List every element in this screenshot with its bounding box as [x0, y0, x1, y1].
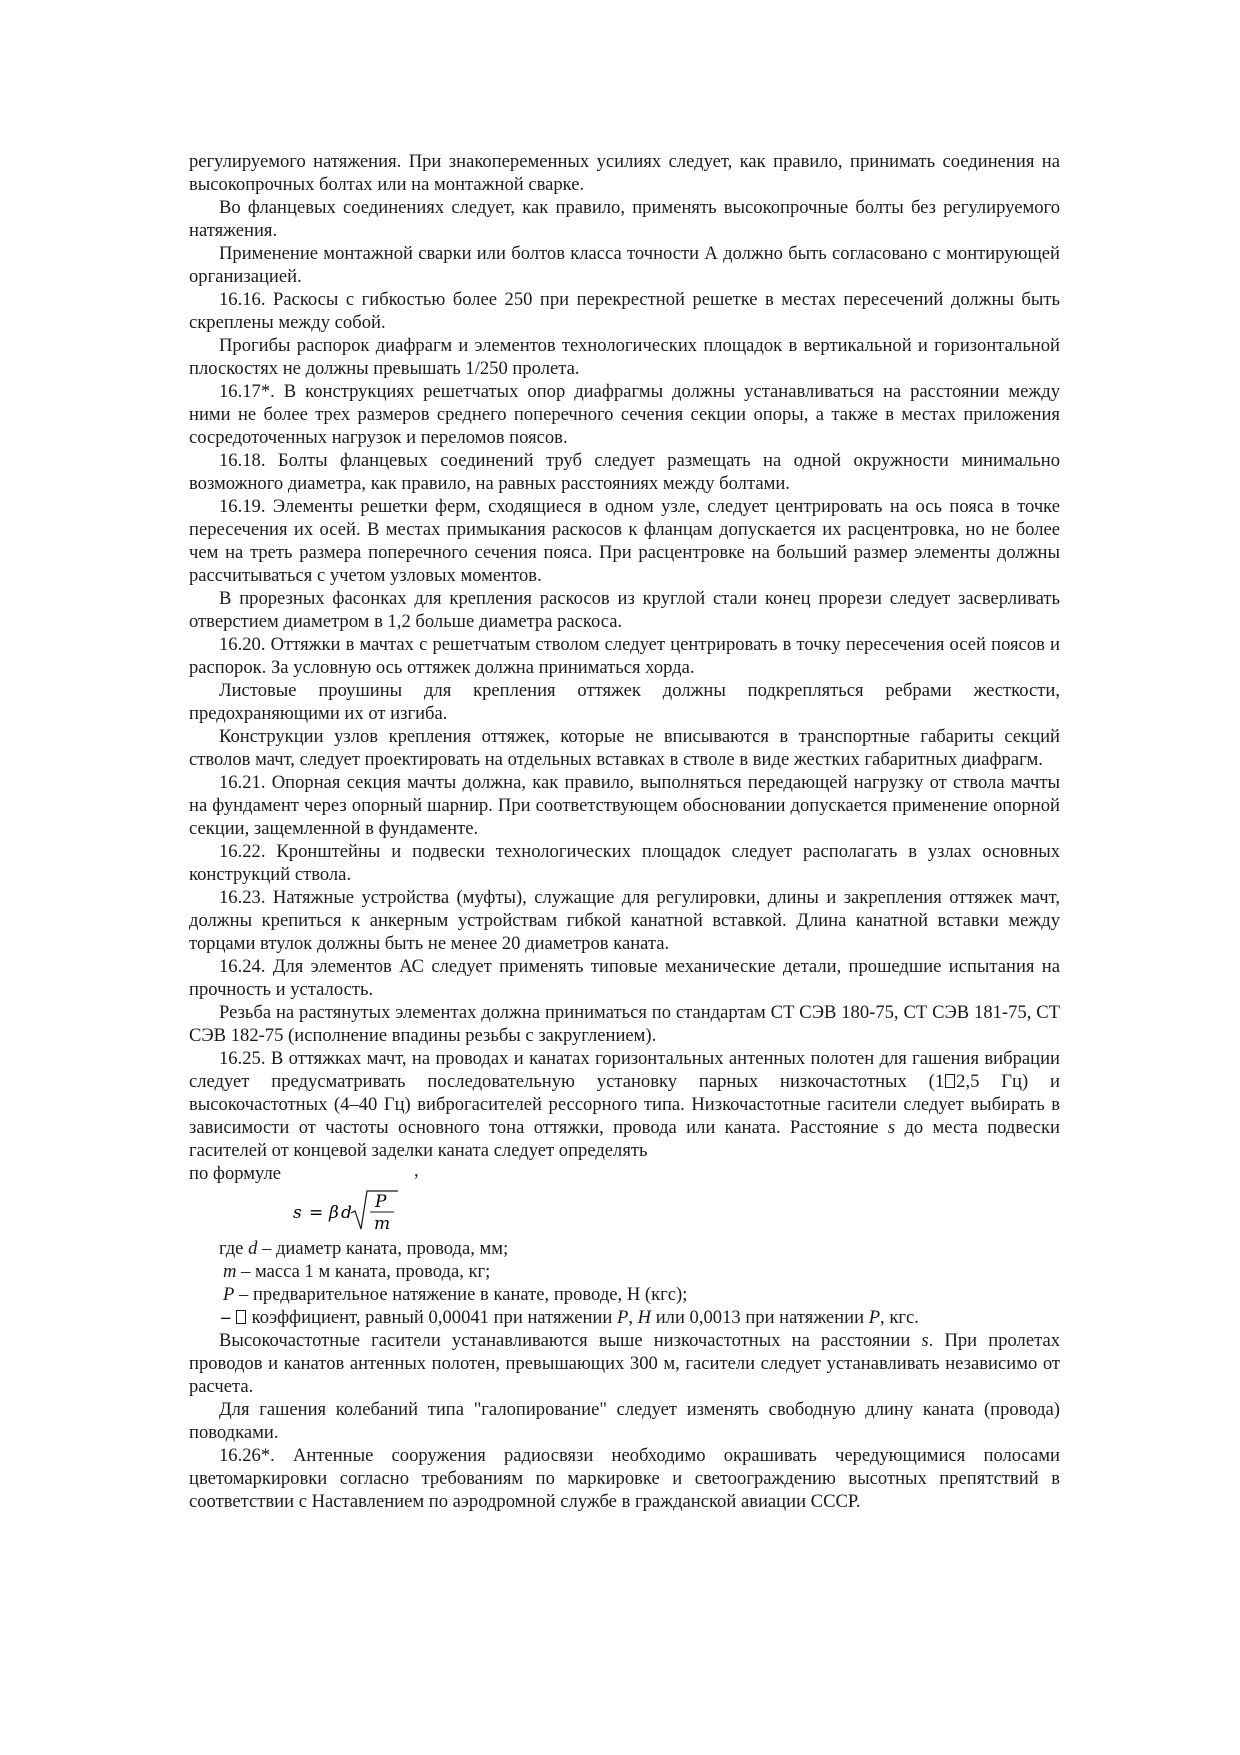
- definition-d: [189, 1237, 1060, 1260]
- paragraph-text: 2,5 Гц) и высокочастотных (4–40 Гц) виброгасителей рессорного типа. Низкочастотные гасители следует выбирать в зависимости от частоты основного тона оттяжки, провода или каната. Расстояние: [189, 1071, 1060, 1138]
- definition-text: – диаметр каната, провода, мм;: [257, 1238, 509, 1259]
- definition-text: – предварительное натяжение в канате, проводе, Н (кгс);: [234, 1284, 688, 1305]
- paragraph: Для гашения колебаний типа "галопирование" следует изменять свободную длину каната (провода) поводками.: [189, 1399, 1060, 1443]
- paragraph-16-18: 16.18. Болты фланцевых соединений труб следует размещать на одной окружности минимально возможного диаметра, как правило, на равных расстояниях между болтами.: [189, 450, 1060, 494]
- paragraph: Прогибы распорок диафрагм и элементов технологических площадок в вертикальной и горизонтальной плоскостях не должны превышать 1/250 пролета.: [189, 335, 1060, 379]
- definition-symbol: P: [223, 1284, 235, 1305]
- definition-p: [189, 1283, 1060, 1306]
- formula-lhs: s: [293, 1203, 302, 1223]
- formula-equals: =: [309, 1203, 324, 1223]
- formula-lead-line: [189, 1162, 1060, 1185]
- formula-beta: β: [329, 1203, 339, 1223]
- paragraph-text: . При пролетах проводов и канатов антенных полотен, превышающих 300 м, гасители следует устанавливать независимо от расчета.: [189, 1330, 1060, 1397]
- formula-denominator: m: [374, 1214, 391, 1234]
- paragraph-16-17: 16.17*. В конструкциях решетчатых опор диафрагмы должны устанавливаться на расстоянии между ними не более трех размеров среднего поперечного сечения секции опоры, а также в местах приложения сосредоточенных нагрузок и переломов поясов.: [189, 381, 1060, 448]
- paragraph-text: 16.25. В оттяжках мачт, на проводах и канатах горизонтальных антенных полотен для гашения вибрации следует предусматривать последовательную установку парных низкочастотных (1: [189, 1048, 1060, 1092]
- paragraph-16-26: 16.26*. Антенные сооружения радиосвязи необходимо окрашивать чередующимися полосами цветомаркировки согласно требованиям по маркировке и светоограждению высотных препятствий в соответствии с Наставлением по аэродромной службе в гражданской авиации СССР.: [189, 1445, 1060, 1512]
- definition-symbol: d: [248, 1238, 258, 1259]
- paragraph-text: Высокочастотные гасители устанавливаются выше низкочастотных на расстоянии: [219, 1330, 922, 1351]
- paragraph: В прорезных фасонках для крепления раскосов из круглой стали конец прорези следует засверливать отверстием диаметром в 1,2 больше диаметра раскоса.: [189, 588, 1060, 632]
- formula-numerator: P: [375, 1192, 387, 1212]
- document-page: [189, 150, 1060, 1513]
- definition-prefix: где: [219, 1238, 249, 1259]
- missing-glyph-icon: [236, 1310, 246, 1324]
- paragraph-16-19: 16.19. Элементы решетки ферм, сходящиеся в одном узле, следует центрировать на ось пояса в точке пересечения их осей. В местах примыкания раскосов к фланцам допускается их расцентровка, но не более чем на треть размера поперечного сечения пояса. При расцентровке на больший размер элементы должны рассчитываться с учетом узловых моментов.: [189, 496, 1060, 586]
- paragraph: Применение монтажной сварки или болтов класса точности А должно быть согласовано с монтирующей организацией.: [189, 243, 1060, 287]
- formula-comma: ,: [414, 1160, 419, 1181]
- definition-text: или 0,0013 при натяжении: [651, 1307, 869, 1328]
- paragraph-16-16: 16.16. Раскосы с гибкостью более 250 при перекрестной решетке в местах пересечений должны быть скреплены между собой.: [189, 289, 1060, 333]
- definition-text: коэффициент, равный 0,00041 при натяжении: [251, 1307, 617, 1328]
- definition-symbol: P: [868, 1307, 881, 1328]
- definition-dash: –: [221, 1307, 231, 1328]
- paragraph-16-23: 16.23. Натяжные устройства (муфты), служащие для регулировки, длины и закрепления оттяжек мачт, должны крепиться к анкерным устройствам гибкой канатной вставкой. Длина канатной вставки между торцами втулок должны быть не менее 20 диаметров каната.: [189, 887, 1060, 954]
- definition-symbol: P: [616, 1307, 629, 1328]
- paragraph: Во фланцевых соединениях следует, как правило, применять высокопрочные болты без регулируемого натяжения.: [189, 197, 1060, 241]
- symbol-s: s: [921, 1330, 929, 1351]
- formula-graphic: [293, 1185, 423, 1237]
- paragraph-16-25: [189, 1047, 1060, 1162]
- definition-symbol: Н: [637, 1307, 652, 1328]
- paragraph: регулируемого натяжения. При знакопеременных усилиях следует, как правило, принимать соединения на высокопрочных болтах или на монтажной сварке.: [189, 151, 1060, 195]
- symbol-s: s: [887, 1117, 896, 1138]
- formula-lead-text: по формуле: [189, 1163, 282, 1184]
- paragraph: Листовые проушины для крепления оттяжек должны подкрепляться ребрами жесткости, предохраняющими их от изгиба.: [189, 680, 1060, 724]
- missing-glyph-icon: [945, 1074, 955, 1088]
- definition-text: – масса 1 м каната, провода, кг;: [236, 1261, 491, 1282]
- definition-text: , кгс.: [880, 1307, 919, 1328]
- paragraph-16-22: 16.22. Кронштейны и подвески технологических площадок следует располагать в узлах основных конструкций ствола.: [189, 841, 1060, 885]
- paragraph-text: до места подвески гасителей от концевой заделки каната следует определять: [189, 1117, 1061, 1161]
- paragraph: Конструкции узлов крепления оттяжек, которые не вписываются в транспортные габариты секций стволов мачт, следует проектировать на отдельных вставках в стволе в виде жестких габаритных диафрагм.: [189, 726, 1060, 770]
- definition-beta: [189, 1306, 1060, 1329]
- definition-symbol: m: [223, 1261, 237, 1282]
- paragraph-16-24: 16.24. Для элементов АС следует применять типовые механические детали, прошедшие испытания на прочность и усталость.: [189, 956, 1060, 1000]
- paragraph: Резьба на растянутых элементах должна приниматься по стандартам СТ СЭВ 180-75, СТ СЭВ 181-75, СТ СЭВ 182-75 (исполнение впадины резьбы с закруглением).: [189, 1002, 1060, 1046]
- paragraph: [189, 1329, 1060, 1398]
- paragraph-16-21: 16.21. Опорная секция мачты должна, как правило, выполняться передающей нагрузку от ствола мачты на фундамент через опорный шарнир. При соответствующем обосновании допускается применение опорной секции, защемленной в фундаменте.: [189, 772, 1060, 839]
- formula-s-equals-beta-d-sqrt: [293, 1185, 1060, 1237]
- paragraph-16-20: 16.20. Оттяжки в мачтах с решетчатым стволом следует центрировать в точку пересечения осей поясов и распорок. За условную ось оттяжек должна приниматься хорда.: [189, 634, 1060, 678]
- definition-m: [189, 1260, 1060, 1283]
- formula-d: d: [341, 1203, 352, 1223]
- definition-text: ,: [628, 1307, 638, 1328]
